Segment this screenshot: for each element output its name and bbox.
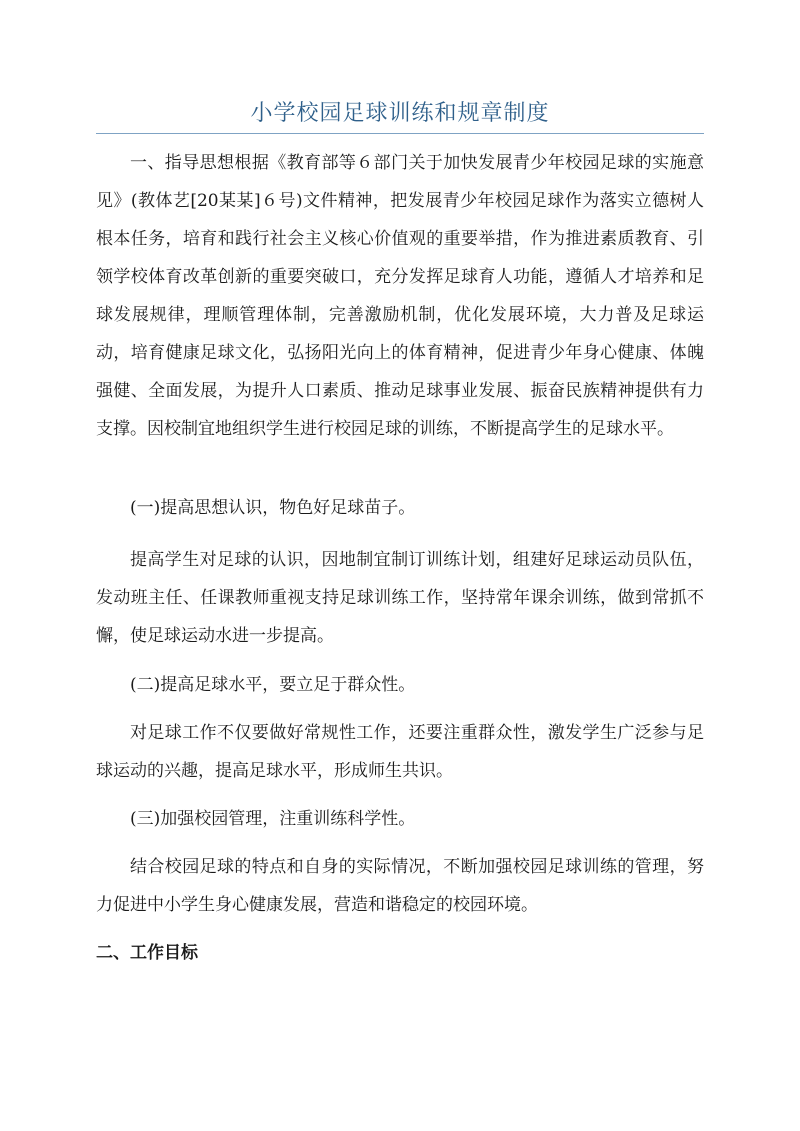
subheading-2: (二)提高足球水平，要立足于群众性。 (130, 675, 416, 695)
paragraph-guiding-ideology: 一、指导思想根据《教育部等６部门关于加快发展青少年校园足球的实施意见》(教体艺[20某某]６号)文件精神，把发展青少年校园足球作为落实立德树人根本任务，培育和践行社会主义核心价值观的重要举措，作为推进素质教育、引领学校体育改革创新的重要突破口，充分发挥足球育人功能，遵循人才培养和足球发展规律，理顺管理体制，完善激励机制，优化发展环境，大力普及足球运动，培育健康足球文化，弘扬阳光向上的体育精神，促进青少年身心健康、体魄强健、全面发展，为提升人口素质、推动足球事业发展、振奋民族精神提供有力支撑。因校制宜地组织学生进行校园足球的训练，不断提高学生的足球水平。 (96, 153, 704, 439)
subheading-1: (一)提高思想认识，物色好足球苗子。 (130, 498, 416, 518)
paragraph-2: 对足球工作不仅要做好常规性工作，还要注重群众性，激发学生广泛参与足球运动的兴趣，提高足球水平，形成师生共识。 (96, 723, 704, 781)
paragraph-1: 提高学生对足球的认识，因地制宜制订训练计划，组建好足球运动员队伍，发动班主任、任课教师重视支持足球训练工作，坚持常年课余训练，做到常抓不懈，使足球运动水进一步提高。 (96, 550, 704, 646)
section-heading-work-goals: 二、工作目标 (96, 943, 198, 963)
subheading-3: (三)加强校园管理，注重训练科学性。 (130, 809, 416, 829)
paragraph-3: 结合校园足球的特点和自身的实际情况，不断加强校园足球训练的管理，努力促进中小学生身心健康发展，营造和谐稳定的校园环境。 (96, 857, 704, 915)
title-underline (96, 133, 704, 134)
document-title: 小学校园足球训练和规章制度 (250, 101, 550, 126)
